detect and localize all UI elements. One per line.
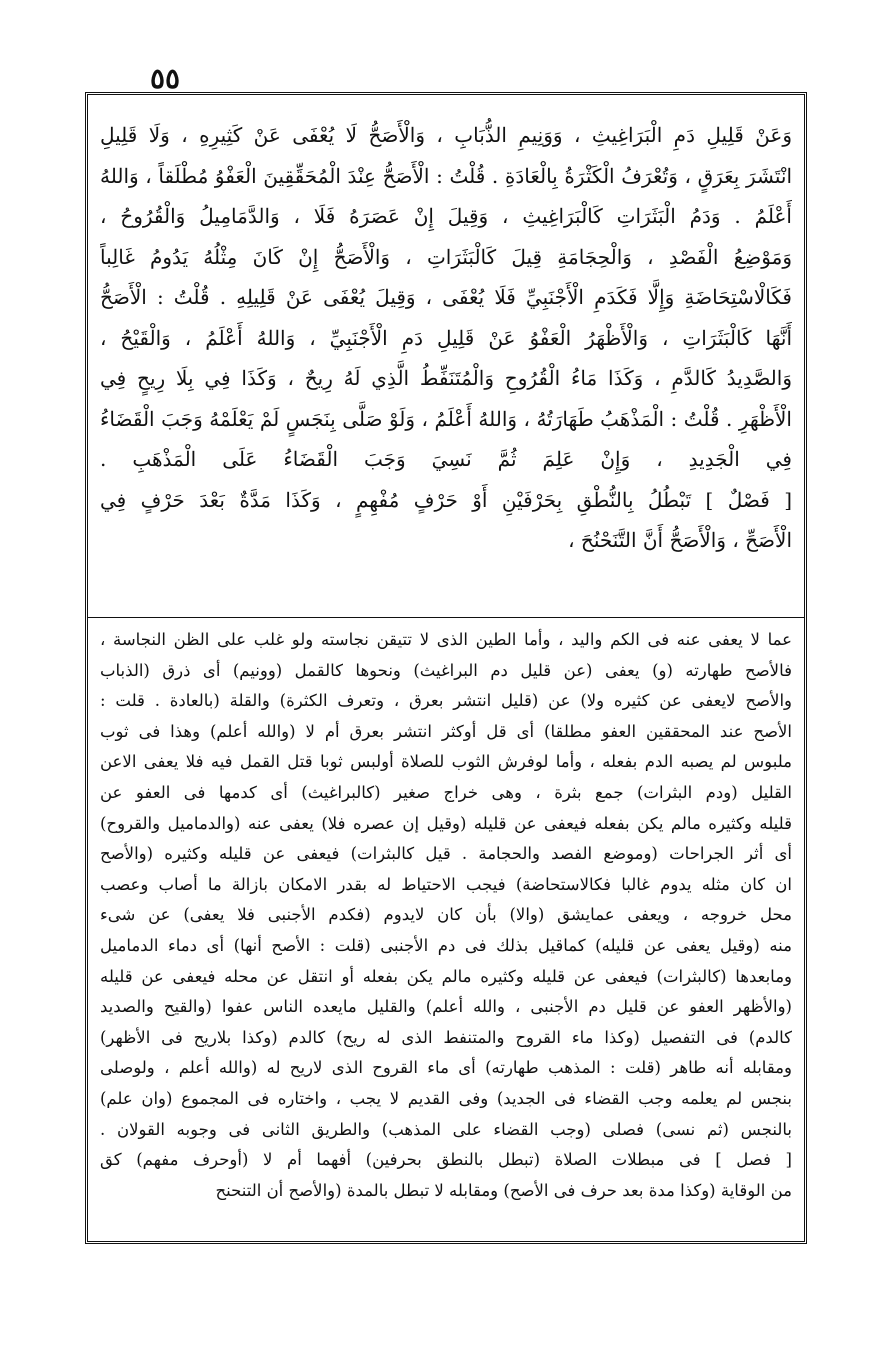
sharh-line: والأصح لايعفى عن كثيره ولا) عن (قليل انتشر بعرق ، وتعرف الكثرة) والقلة (بالعادة . قلت : bbox=[100, 691, 792, 711]
sharh-line: فالأصح طهارته (و) يعفى (عن قليل دم البراغيث) ونحوها كالقمل (وونيم) أى ذرق (الذباب bbox=[100, 660, 792, 680]
matn-line: [ فَصْلٌ ] تَبْطُلُ بِالنُّطْقِ بِحَرْفَيْنِ أَوْ حَرْفٍ مُفْهِمٍ ، وَكَذَا مَدَّةٌ بَعْدَ حَرْفٍ فِي bbox=[100, 487, 792, 512]
sharh-line: منه (وقيل يعفى عن قليله) كماقيل بذلك فى دم الأجنبى (قلت : الأصح أنها) أى دماء الدماميل bbox=[100, 935, 792, 955]
matn-line: وَعَنْ قَلِيلِ دَمِ الْبَرَاغِيثِ ، وَوَنِيمِ الذُّبَابِ ، وَالْأَصَحُّ لَا يُعْفَى عَنْ كَثِيرِهِ ، وَلَا قَلِيلِ bbox=[100, 123, 792, 147]
sharh-line: ان كان مثله يدوم غالبا فكالاستحاضة) فيجب الاحتياط له بقدر الامكان بازالة ما أصاب وعصب bbox=[100, 874, 792, 894]
sharh-line: بالنجس (ثم نسى) فصلى (وجب القضاء على المذهب) والطريق الثانى فى وجوبه القولان . bbox=[100, 1119, 792, 1139]
sharh-line: ومابعدها (كالبثرات) فيعفى عن قليله وكثيره مالم يكن بفعله أو انتقل عن محله فيعفى عن قليله bbox=[100, 966, 792, 986]
sharh-line: الأصح عند المحققين العفو مطلقا) أى قل أوكثر انتشر بعرق أم لا (والله أعلم) وهذا فى ثوب bbox=[100, 721, 792, 741]
matn-line: أَنَّهَا كَالْبَثَرَاتِ ، وَالْأَظْهَرُ الْعَفْوُ عَنْ قَلِيلِ دَمِ الْأَجْنَبِيِّ ، وَاللهُ أَعْلَمُ ، وَالْقَيْحُ ، bbox=[100, 325, 792, 350]
page-number: ٥٥ bbox=[150, 62, 181, 95]
sharh-commentary bbox=[88, 625, 804, 1206]
sharh-line: القليل (ودم البثرات) جمع بثرة ، وهى خراج صغير (كالبراغيث) أى كدمها فى العفو عن bbox=[100, 782, 792, 802]
matn-line: أَعْلَمُ . وَدَمُ الْبَثَرَاتِ كَالْبَرَاغِيثِ ، وَقِيلَ إِنْ عَصَرَهُ فَلَا ، وَالدَّمَامِيلُ وَالْقُرُوحُ ، bbox=[100, 204, 792, 228]
sharh-line: [ فصل ] فى مبطلات الصلاة (تبطل بالنطق بحرفين) أفهما أم لا (أوحرف مفهم) كق bbox=[100, 1150, 792, 1170]
matn-line: انْتَشَرَ بِعَرَقٍ ، وَتُعْرَفُ الْكَثْرَةُ بِالْعَادَةِ . قُلْتُ : الْأَصَحُّ عِنْدَ الْمُحَقِّقِينَ الْعَفْوُ مُطْلَقاً ، وَاللهُ bbox=[100, 163, 792, 188]
sharh-line: كالدم) فى التفصيل (وكذا ماء القروح والمتنفط الذى له ريح) كالدم (وكذا بلاريح فى الأظهر) bbox=[100, 1027, 792, 1047]
sharh-line: عما لا يعفى عنه فى الكم واليد ، وأما الطين الذى لا تتيقن نجاسته ولو غلب على الظن النجاسة ، bbox=[100, 630, 792, 649]
matn-text bbox=[88, 115, 804, 561]
sharh-line: ومقابله أنه طاهر (قلت : المذهب طهارته) أى ماء القروح الذى لاريح له (والله أعلم ، ولوصلى bbox=[100, 1058, 792, 1078]
matn-line: فِي الْجَدِيدِ ، وَإِنْ عَلِمَ ثُمَّ نَسِيَ وَجَبَ الْقَضَاءُ عَلَى الْمَذْهَبِ . bbox=[100, 447, 792, 471]
matn-line: وَالصَّدِيدُ كَالدَّمِ ، وَكَذَا مَاءُ الْقُرُوحِ وَالْمُتَنَفِّطُ الَّذِي لَهُ رِيحٌ ، وَكَذَا فِي بِلَا رِيحٍ فِي bbox=[100, 366, 792, 390]
text-divider bbox=[88, 617, 804, 618]
matn-line: الْأَصَحِّ ، وَالْأَصَحُّ أَنَّ التَّنَحْنُحَ ، bbox=[568, 528, 792, 552]
sharh-line: ملبوس لم يصبه الدم بفعله ، وأما لوفرش الثوب للصلاة أولبس ثوبا قتل القمل فيه فلا يعفى الاعن bbox=[100, 752, 792, 772]
sharh-line: (والأظهر العفو عن قليل دم الأجنبى ، والله أعلم) والقليل مايعده الناس عفوا (والقيح والصديد bbox=[100, 997, 792, 1017]
matn-line: وَمَوْضِعُ الْفَصْدِ ، وَالْحِجَامَةِ قِيلَ كَالْبَثَرَاتِ ، وَالْأَصَحُّ إِنْ كَانَ مِثْلُهُ يَدُومُ غَالِباً bbox=[100, 244, 792, 269]
sharh-line: بنجس لم يعلمه وجب القضاء فى الجديد) وفى القديم لا يجب ، واختاره فى المجموع (وان علم) bbox=[100, 1088, 792, 1108]
sharh-line: أى أثر الجراحات (وموضع الفصد والحجامة . قيل كالبثرات) فيعفى عن قليله وكثيره (والأصح bbox=[100, 844, 792, 864]
sharh-line: محل خروجه ، ويعفى عمايشق (والا) بأن كان لايدوم (فكدم الأجنبى فلا يعفى) عن شىء bbox=[100, 905, 792, 925]
matn-line: الْأَظْهَرِ . قُلْتُ : الْمَذْهَبُ طَهَارَتُهُ ، وَاللهُ أَعْلَمُ ، وَلَوْ صَلَّى بِنَجَسٍ لَمْ يَعْلَمْهُ وَجَبَ الْقَضَاءُ bbox=[100, 406, 792, 431]
matn-line: فَكَالْاسْتِحَاضَةِ وَإِلَّا فَكَدَمِ الْأَجْنَبِيِّ فَلَا يُعْفَى ، وَقِيلَ يُعْفَى عَنْ قَلِيلِهِ . قُلْتُ : الْأَصَحُّ bbox=[100, 285, 792, 309]
sharh-line: قليله وكثيره مالم يكن بفعله فيعفى عن قليله (وقيل إن عصره فلا) يعفى عنه (والدماميل والقروح) bbox=[100, 813, 792, 833]
sharh-line: من الوقاية (وكذا مدة بعد حرف فى الأصح) ومقابله لا تبطل بالمدة (والأصح أن التنحنح bbox=[215, 1180, 792, 1200]
page-frame bbox=[85, 92, 807, 1244]
